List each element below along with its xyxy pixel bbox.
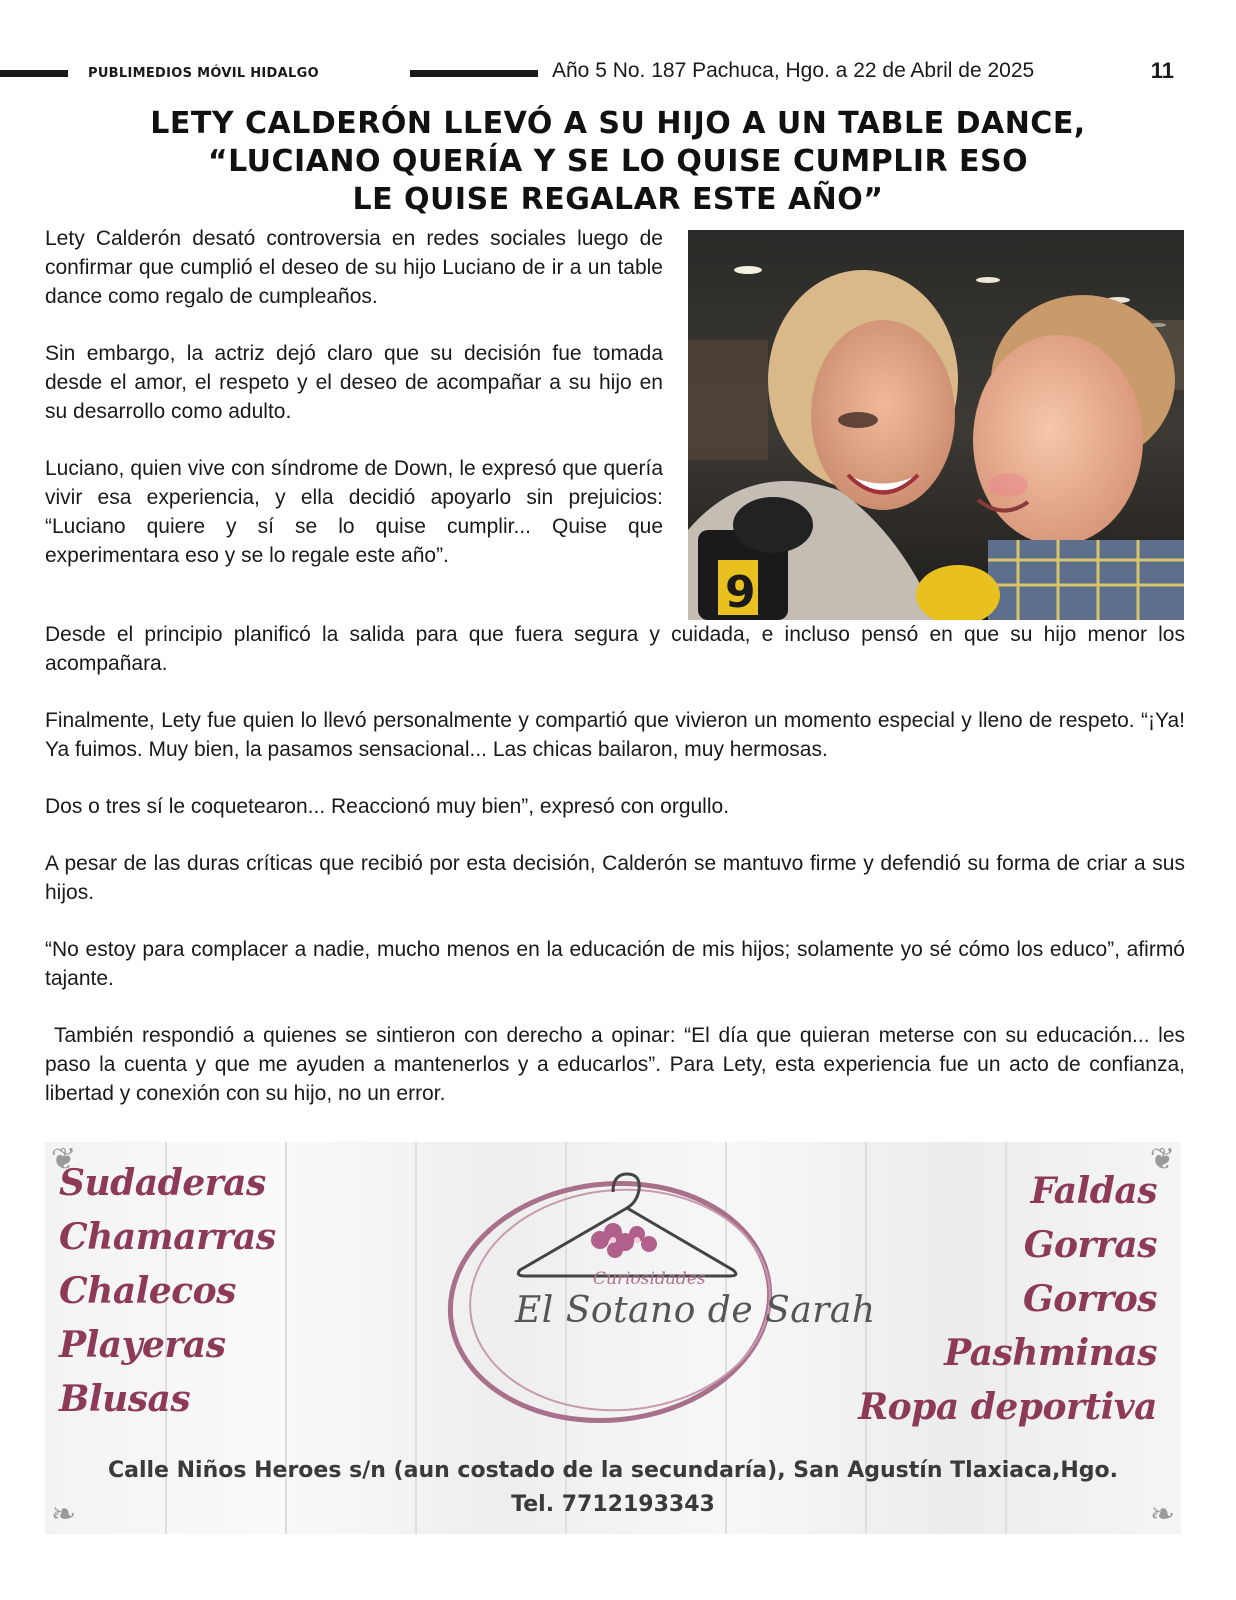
article-paragraph: Luciano, quien vive con síndrome de Down, le expresó que quería vivir esa experiencia, y ella decidió apoyarlo sin prejuicios: “Luciano quiere y sí se lo quise cumplir... Quise que experimentara eso y se lo regale este año”. bbox=[45, 457, 663, 567]
article-paragraph: Sin embargo, la actriz dejó claro que su decisión fue tomada desde el amor, el respeto y el deseo de acompañar a su hijo en su desarrollo como adulto. bbox=[45, 342, 663, 423]
page-number: 11 bbox=[1150, 58, 1174, 83]
advertisement-banner bbox=[45, 1142, 1181, 1534]
issue-info: Año 5 No. 187 Pachuca, Hgo. a 22 de Abril de 2025 bbox=[552, 59, 1035, 82]
logo-subtitle: Curiosidades bbox=[593, 1269, 706, 1289]
header-rule-middle bbox=[410, 70, 538, 77]
headline-line-1: LETY CALDERÓN LLEVÓ A SU HIJO A UN TABLE DANCE, bbox=[150, 106, 1086, 141]
ad-item-right: Pashminas bbox=[944, 1332, 1157, 1374]
ornament-corner-icon: ❦ bbox=[51, 1143, 77, 1176]
ornament-corner-icon: ❦ bbox=[1149, 1143, 1175, 1176]
ad-item-left: Playeras bbox=[59, 1324, 226, 1366]
mic-channel-label: 9 bbox=[725, 567, 756, 618]
ornament-corner-icon: ❧ bbox=[1149, 1498, 1175, 1531]
article-paragraph: A pesar de las duras críticas que recibió por esta decisión, Calderón se mantuvo firme y defendió su forma de criar a sus hijos. bbox=[45, 852, 1185, 904]
article-paragraph: Lety Calderón desató controversia en redes sociales luego de confirmar que cumplió el deseo de su hijo Luciano de ir a un table dance como regalo de cumpleaños. bbox=[45, 227, 663, 308]
article-headline bbox=[60, 105, 1176, 219]
store-address: Calle Niños Heroes s/n (aun costado de la secundaría), San Agustín Tlaxiaca,Hgo. bbox=[107, 1458, 1118, 1483]
article-photo bbox=[688, 230, 1184, 620]
ad-item-left: Chamarras bbox=[59, 1216, 276, 1258]
article-paragraph: Finalmente, Lety fue quien lo llevó personalmente y compartió que vivieron un momento especial y lleno de respeto. “¡Ya! Ya fuimos. Muy bien, la pasamos sensacional... Las chicas bailaron, muy hermosas. bbox=[45, 709, 1185, 761]
store-phone: Tel. 7712193343 bbox=[511, 1492, 715, 1517]
article-paragraph: Desde el principio planificó la salida para que fuera segura y cuidada, e incluso pensó en que su hijo menor los acompañara. bbox=[45, 623, 1185, 675]
headline-line-3: LE QUISE REGALAR ESTE AÑO” bbox=[352, 182, 884, 217]
ad-item-left: Sudaderas bbox=[59, 1162, 266, 1204]
article-body-full bbox=[45, 620, 1185, 1108]
header-rule-left bbox=[0, 70, 68, 77]
ad-item-left: Blusas bbox=[59, 1378, 191, 1420]
ad-item-right: Faldas bbox=[1030, 1170, 1157, 1212]
publication-brand: PUBLIMEDIOS MÓVIL HIDALGO bbox=[88, 66, 319, 81]
ornament-corner-icon: ❧ bbox=[51, 1498, 77, 1531]
article-paragraph: También respondió a quienes se sintieron con derecho a opinar: “El día que quieran meterse con su educación... les paso la cuenta y que me ayuden a mantenerlos y a educarlos”. Para Lety, esta experiencia fue un acto de confianza, libertad y conexión con su hijo, no un error. bbox=[45, 1024, 1185, 1105]
ad-item-right: Gorras bbox=[1023, 1224, 1157, 1266]
ad-item-right: Gorros bbox=[1023, 1278, 1157, 1320]
article-paragraph: “No estoy para complacer a nadie, mucho menos en la educación de mis hijos; solamente yo sé cómo los educo”, afirmó tajante. bbox=[45, 938, 1185, 990]
headline-line-2: “LUCIANO QUERÍA Y SE LO QUISE CUMPLIR ESO bbox=[207, 144, 1029, 179]
page-header bbox=[0, 58, 1236, 88]
ad-item-right: Ropa deportiva bbox=[858, 1386, 1157, 1428]
logo-store-name: El Sotano de Sarah bbox=[515, 1290, 876, 1331]
ad-item-left: Chalecos bbox=[59, 1270, 236, 1312]
article-paragraph: Dos o tres sí le coquetearon... Reaccionó muy bien”, expresó con orgullo. bbox=[45, 795, 730, 818]
article-column-left bbox=[45, 224, 663, 598]
